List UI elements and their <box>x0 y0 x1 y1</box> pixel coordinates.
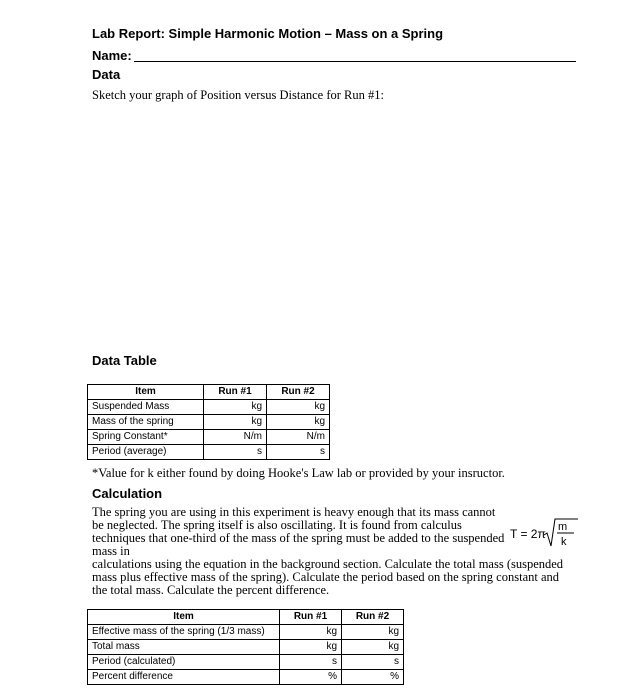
run1-cell[interactable]: s <box>280 655 342 670</box>
table-row <box>88 655 404 670</box>
name-blank-line[interactable] <box>134 61 576 62</box>
page-title: Lab Report: Simple Harmonic Motion – Mass on a Spring <box>92 26 444 41</box>
calculation-table <box>87 609 404 685</box>
data-table-heading: Data Table <box>92 353 157 368</box>
run2-cell[interactable]: kg <box>267 415 330 430</box>
row-label: Effective mass of the spring (1/3 mass) <box>88 625 280 640</box>
run2-cell[interactable]: s <box>267 445 330 460</box>
run1-cell[interactable]: s <box>204 445 267 460</box>
row-label: Percent difference <box>88 670 280 685</box>
run1-cell[interactable]: N/m <box>204 430 267 445</box>
run2-cell[interactable]: s <box>342 655 404 670</box>
table-row <box>88 415 330 430</box>
formula-numerator: m <box>558 521 568 533</box>
run2-cell[interactable]: % <box>342 670 404 685</box>
period-formula <box>510 513 580 553</box>
header-item: Item <box>88 385 204 400</box>
data-table <box>87 384 330 460</box>
run2-cell[interactable]: kg <box>342 640 404 655</box>
run1-cell[interactable]: kg <box>280 640 342 655</box>
calculation-paragraph-1: The spring you are using in this experiment is heavy enough that its mass cannot be neglected. The spring itself is also oscillating. It is found from calculus techniques that one-third of the mass of the spring must be added to the suspended mass in <box>92 505 505 558</box>
table-row <box>88 445 330 460</box>
formula-lhs: T = 2π <box>510 527 546 541</box>
header-run2: Run #2 <box>267 385 330 400</box>
run1-cell[interactable]: % <box>280 670 342 685</box>
row-label: Period (calculated) <box>88 655 280 670</box>
table-row <box>88 625 404 640</box>
table-row <box>88 430 330 445</box>
row-label: Mass of the spring <box>88 415 204 430</box>
run2-cell[interactable]: kg <box>342 625 404 640</box>
row-label: Total mass <box>88 640 280 655</box>
table-header-row <box>88 385 330 400</box>
header-run1: Run #1 <box>280 610 342 625</box>
header-run2: Run #2 <box>342 610 404 625</box>
table-row <box>88 640 404 655</box>
header-run1: Run #1 <box>204 385 267 400</box>
run1-cell[interactable]: kg <box>280 625 342 640</box>
calculation-heading: Calculation <box>92 486 163 501</box>
table-row <box>88 400 330 415</box>
row-label: Spring Constant* <box>88 430 204 445</box>
formula-denominator: k <box>561 536 567 548</box>
run2-cell[interactable]: kg <box>267 400 330 415</box>
table-header-row <box>88 610 404 625</box>
header-item: Item <box>88 610 280 625</box>
sketch-instruction: Sketch your graph of Position versus Distance for Run #1: <box>92 88 384 102</box>
run1-cell[interactable]: kg <box>204 400 267 415</box>
run2-cell[interactable]: N/m <box>267 430 330 445</box>
table-row <box>88 670 404 685</box>
footnote: *Value for k either found by doing Hooke's Law lab or provided by your insructor. <box>92 466 505 480</box>
run1-cell[interactable]: kg <box>204 415 267 430</box>
row-label: Period (average) <box>88 445 204 460</box>
row-label: Suspended Mass <box>88 400 204 415</box>
name-label: Name: <box>92 48 132 63</box>
calculation-paragraph-2: calculations using the equation in the background section. Calculate the total mass (suspended mass plus effective mass of the spring). Calculate the period based on the spring constant and the total mass. Calculate the percent difference. <box>92 557 564 597</box>
data-heading: Data <box>92 67 121 82</box>
